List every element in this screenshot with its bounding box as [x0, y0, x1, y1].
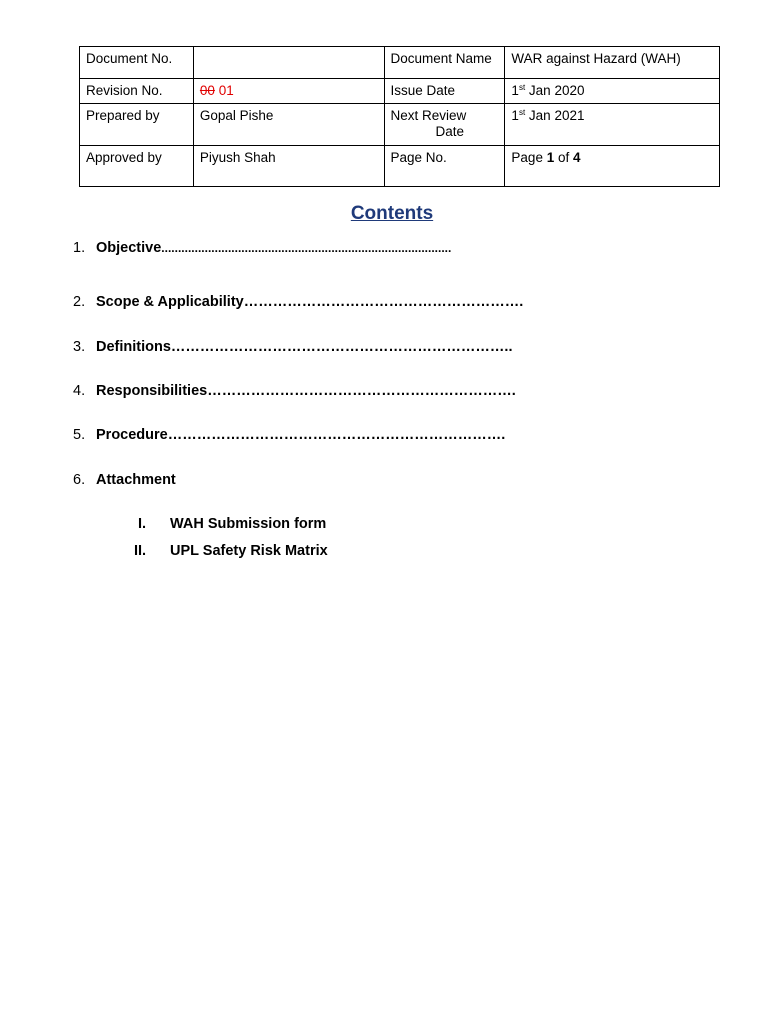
revision-value	[193, 79, 384, 104]
page-no-label: Page No.	[384, 146, 505, 187]
sub-item-wah-form: I. WAH Submission form	[138, 516, 327, 532]
toc-item-objective: 1. Objective.......................................................................................	[73, 240, 452, 256]
page-no-value: Page 1 of 4	[505, 146, 720, 187]
doc-name-value: WAR against Hazard (WAH)	[505, 47, 720, 79]
next-review-label: Next Review Date	[384, 104, 505, 146]
next-review-value: 1st Jan 2021	[505, 104, 720, 146]
table-row	[80, 79, 720, 104]
doc-name-label: Document Name	[384, 47, 505, 79]
table-row	[80, 146, 720, 187]
toc-item-scope: 2. Scope & Applicability………………………………………………….	[73, 294, 524, 310]
issue-date-label: Issue Date	[384, 79, 505, 104]
revision-old: 00	[199, 83, 215, 98]
table-row	[80, 47, 720, 79]
approved-value: Piyush Shah	[193, 146, 384, 187]
doc-no-value	[193, 47, 384, 79]
revision-new: 01	[218, 83, 234, 98]
toc-item-responsibilities: 4. Responsibilities……………………………………………………….	[73, 383, 516, 399]
contents-title: Contents	[350, 203, 434, 224]
toc-item-procedure: 5. Procedure…………………………………………………………….	[73, 427, 506, 443]
prepared-label: Prepared by	[80, 104, 194, 146]
revision-label: Revision No.	[80, 79, 194, 104]
prepared-value: Gopal Pishe	[193, 104, 384, 146]
approved-label: Approved by	[80, 146, 194, 187]
toc-item-definitions: 3. Definitions……………………………………………………………..	[73, 339, 513, 355]
doc-no-label: Document No.	[80, 47, 194, 79]
toc-item-attachment: 6. Attachment	[73, 472, 176, 488]
table-row	[80, 104, 720, 146]
document-header-table	[79, 46, 720, 187]
sub-item-risk-matrix: II. UPL Safety Risk Matrix	[134, 543, 328, 559]
issue-date-value: 1st Jan 2020	[505, 79, 720, 104]
